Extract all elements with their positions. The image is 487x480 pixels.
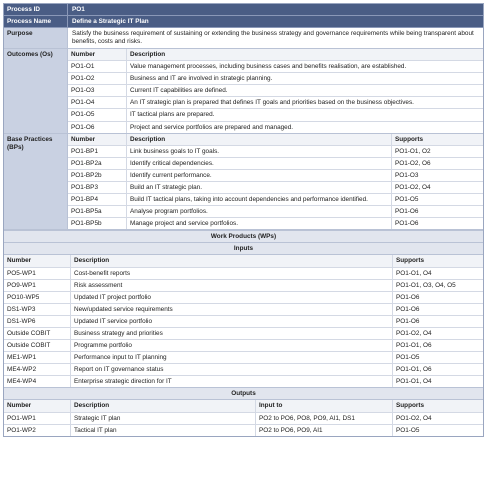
table-row: [68, 218, 483, 229]
cell-number: PO1-BP5a: [68, 206, 127, 217]
cell-number: PO1-WP2: [4, 425, 71, 436]
table-row: [68, 122, 483, 133]
table-row: [68, 194, 483, 206]
cell-description: An IT strategic plan is prepared that defines IT goals and priorities based on the business objectives.: [130, 99, 414, 107]
process-id-label: Process ID: [4, 4, 68, 15]
cell-number: PO1-BP4: [68, 194, 127, 205]
cell-description: Programme portfolio: [71, 340, 393, 351]
table-row: [68, 182, 483, 194]
table-row: [68, 170, 483, 182]
cell-number: PO1-O2: [68, 73, 127, 84]
outputs-table: [4, 400, 483, 435]
cell-number: DS1-WP6: [4, 316, 71, 327]
cell-supports: PO1-O1, O2: [395, 147, 431, 155]
cell-number: PO1-O6: [68, 122, 127, 133]
cell-number: PO9-WP1: [4, 280, 71, 291]
table-row: [4, 376, 483, 387]
outcomes-col-description: Description: [130, 51, 166, 58]
inputs-col-number: Number: [4, 255, 71, 266]
cell-number: ME1-WP1: [4, 352, 71, 363]
outputs-col-supports: Supports: [396, 402, 425, 410]
table-row: [68, 158, 483, 170]
cell-description: Performance input to IT planning: [71, 352, 393, 363]
cell-number: Outside COBIT: [4, 328, 71, 339]
table-row: [68, 97, 483, 109]
cell-description: Identify current performance.: [127, 170, 392, 181]
table-row: [68, 73, 483, 85]
cell-description: Build IT tactical plans, taking into account dependencies and performance identified.: [127, 194, 392, 205]
outcomes-header-row: [68, 49, 483, 61]
table-row: [4, 292, 483, 304]
cell-number: PO1-WP1: [4, 413, 71, 424]
cell-description: Manage project and service portfolios.: [127, 218, 392, 229]
table-row: [4, 425, 483, 436]
cell-supports: PO1-O1, O6: [396, 366, 432, 374]
base-practices-section: [4, 134, 483, 231]
cell-supports: PO1-O6: [396, 317, 420, 325]
cell-description: New/updated service requirements: [71, 304, 393, 315]
bp-header-row: [68, 134, 483, 146]
process-name-label: Process Name: [4, 16, 68, 27]
cell-number: PO1-O4: [68, 97, 127, 108]
cell-number: PO1-BP1: [68, 146, 127, 157]
cell-supports: PO1-O6: [396, 293, 420, 301]
process-id-row: [4, 4, 483, 16]
cell-number: PO1-O3: [68, 85, 127, 96]
cell-description: IT tactical plans are prepared.: [130, 111, 215, 119]
cell-description: Updated IT project portfolio: [71, 292, 393, 303]
table-row: [4, 316, 483, 328]
cell-supports: PO1-O1, O4: [396, 269, 432, 277]
cell-supports: PO1-O6: [396, 305, 420, 313]
process-assessment-sheet: [3, 3, 484, 437]
process-name-row: [4, 16, 483, 28]
table-row: [68, 61, 483, 73]
cell-number: Outside COBIT: [4, 340, 71, 351]
table-row: [68, 109, 483, 121]
cell-description: Value management processes, including business cases and benefits realisation, are established.: [130, 63, 407, 71]
outcomes-label: Outcomes (Os): [4, 49, 68, 133]
table-row: [68, 146, 483, 158]
cell-description: Strategic IT plan: [71, 413, 256, 424]
cell-input-to: PO2 to PO6, PO9, AI1: [256, 425, 393, 436]
table-row: [68, 206, 483, 218]
cell-description: Current IT capabilities are defined.: [130, 87, 228, 95]
cell-supports: PO1-O5: [396, 426, 420, 434]
table-row: [4, 268, 483, 280]
table-row: [4, 340, 483, 352]
work-products-title: Work Products (WPs): [4, 230, 483, 243]
outputs-title: Outputs: [4, 387, 483, 400]
cell-description: Risk assessment: [71, 280, 393, 291]
outcomes-col-number: Number: [68, 49, 127, 60]
cell-input-to: PO2 to PO6, PO8, PO9, AI1, DS1: [256, 413, 393, 424]
inputs-table: [4, 255, 483, 387]
cell-number: PO1-BP5b: [68, 218, 127, 229]
outputs-col-description: Description: [71, 400, 256, 411]
cell-description: Project and service portfolios are prepared and managed.: [130, 123, 294, 131]
process-name-value: Define a Strategic IT Plan: [72, 18, 149, 25]
cell-description: Identify critical dependencies.: [127, 158, 392, 169]
cell-number: PO1-O1: [68, 61, 127, 72]
table-row: [4, 364, 483, 376]
inputs-col-description: Description: [71, 255, 393, 266]
outputs-header-row: [4, 400, 483, 412]
cell-supports: PO1-O2, O4: [396, 329, 432, 337]
base-practices-label: Base Practices (BPs): [4, 134, 68, 230]
cell-number: PO5-WP1: [4, 268, 71, 279]
cell-number: PO1-BP2a: [68, 158, 127, 169]
inputs-title: Inputs: [4, 243, 483, 255]
outcomes-section: [4, 49, 483, 134]
outputs-col-number: Number: [4, 400, 71, 411]
cell-number: DS1-WP3: [4, 304, 71, 315]
table-row: [4, 352, 483, 364]
cell-number: PO1-BP3: [68, 182, 127, 193]
cell-number: PO1-BP2b: [68, 170, 127, 181]
cell-description: Enterprise strategic direction for IT: [71, 376, 393, 387]
cell-supports: PO1-O5: [396, 354, 420, 362]
cell-description: Business and IT are involved in strategic planning.: [130, 75, 273, 83]
cell-description: Tactical IT plan: [71, 425, 256, 436]
cell-supports: PO1-O1, O3, O4, O5: [396, 281, 456, 289]
bp-col-supports: Supports: [395, 135, 424, 143]
process-id-value: PO1: [72, 6, 85, 13]
table-row: [68, 85, 483, 97]
inputs-header-row: [4, 255, 483, 267]
cell-supports: PO1-O6: [395, 220, 419, 228]
cell-supports: PO1-O2, O4: [396, 414, 432, 422]
cell-description: Link business goals to IT goals.: [127, 146, 392, 157]
table-row: [4, 304, 483, 316]
cell-number: PO1-O5: [68, 109, 127, 120]
cell-supports: PO1-O1, O4: [396, 378, 432, 386]
cell-number: ME4-WP4: [4, 376, 71, 387]
cell-supports: PO1-O2, O4: [395, 184, 431, 192]
inputs-col-supports: Supports: [396, 257, 425, 265]
cell-description: Report on IT governance status: [71, 364, 393, 375]
table-row: [4, 413, 483, 425]
cell-description: Build an IT strategic plan.: [127, 182, 392, 193]
cell-description: Analyse program portfolios.: [127, 206, 392, 217]
outputs-col-input-to: Input to: [256, 400, 393, 411]
cell-supports: PO1-O1, O6: [396, 342, 432, 350]
cell-description: Updated IT service portfolio: [71, 316, 393, 327]
cell-supports: PO1-O2, O6: [395, 159, 431, 167]
table-row: [4, 328, 483, 340]
cell-description: Business strategy and priorities: [71, 328, 393, 339]
purpose-label: Purpose: [4, 28, 68, 48]
cell-description: Cost-benefit reports: [71, 268, 393, 279]
bp-col-description: Description: [127, 134, 392, 145]
cell-number: PO10-WP5: [4, 292, 71, 303]
purpose-text: Satisfy the business requirement of sustaining or extending the business strategy and governance requirements while being transparent about benefits, costs and risks.: [72, 30, 474, 45]
cell-supports: PO1-O3: [395, 171, 419, 179]
cell-supports: PO1-O6: [395, 208, 419, 216]
purpose-row: [4, 28, 483, 49]
bp-col-number: Number: [68, 134, 127, 145]
cell-supports: PO1-O5: [395, 196, 419, 204]
table-row: [4, 280, 483, 292]
cell-number: ME4-WP2: [4, 364, 71, 375]
